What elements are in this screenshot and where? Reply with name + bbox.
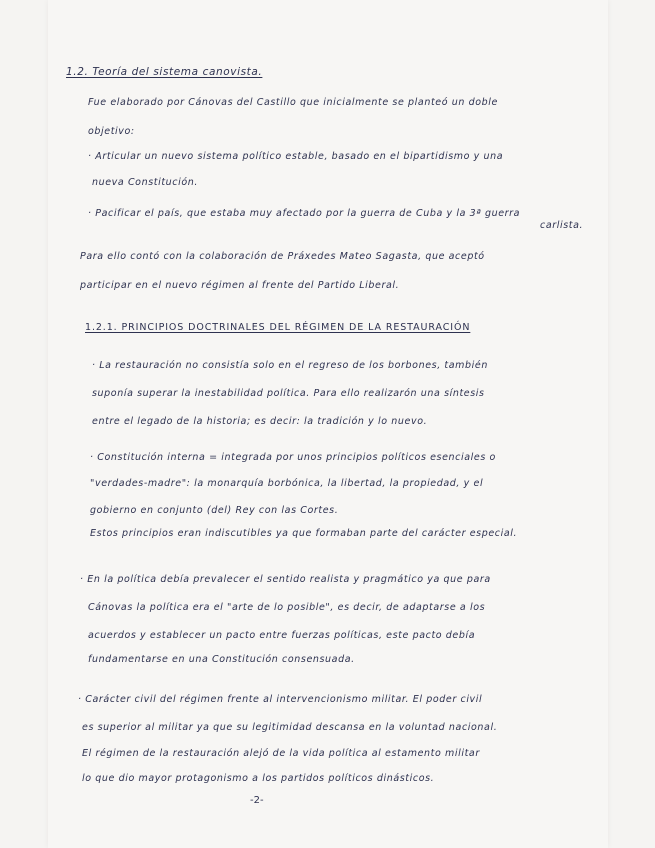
section-heading-text: 1.2. Teoría del sistema canovista. <box>66 66 263 78</box>
objective-line-2: nueva Constitución. <box>92 177 198 188</box>
principles-4-line-2: es superior al militar ya que su legitimidad descansa en la voluntad nacional. <box>82 722 498 733</box>
principles-3-line-3: acuerdos y establecer un pacto entre fuerzas políticas, este pacto debía <box>88 630 476 641</box>
principles-4-line-4: lo que dio mayor protagonismo a los partidos políticos dinásticos. <box>82 773 435 784</box>
principles-1-line-2: suponía superar la inestabilidad política. Para ello realizarón una síntesis <box>92 388 485 399</box>
principles-3-line-2: Cánovas la política era el "arte de lo posible", es decir, de adaptarse a los <box>88 602 486 613</box>
principles-2-line-3: gobierno en conjunto (del) Rey con las Cortes. <box>90 505 339 516</box>
principles-3-line-1: · En la política debía prevalecer el sentido realista y pragmático ya que para <box>80 574 491 585</box>
objective-line-4: carlista. <box>540 220 584 231</box>
principles-2-line-2: "verdades-madre": la monarquía borbónica, la libertad, la propiedad, y el <box>90 478 484 489</box>
subsection-heading <box>85 322 470 333</box>
paragraph-line-2: participar en el nuevo régimen al frente del Partido Liberal. <box>80 280 400 291</box>
subsection-heading-text: 1.2.1. PRINCIPIOS DOCTRINALES DEL RÉGIMEN DE LA RESTAURACIÓN <box>85 322 471 333</box>
principles-2-line-4: Estos principios eran indiscutibles ya que formaban parte del carácter especial. <box>90 528 518 539</box>
intro-line-2: objetivo: <box>88 126 135 137</box>
intro-line-1: Fue elaborado por Cánovas del Castillo que inicialmente se planteó un doble <box>88 97 498 108</box>
objective-line-3: · Pacificar el país, que estaba muy afectado por la guerra de Cuba y la 3ª guerra <box>88 208 521 219</box>
page-number: -2- <box>250 795 264 806</box>
principles-2-line-1: · Constitución interna = integrada por unos principios políticos esenciales o <box>90 452 496 463</box>
principles-3-line-4: fundamentarse en una Constitución consensuada. <box>88 654 355 665</box>
principles-4-line-1: · Carácter civil del régimen frente al intervencionismo militar. El poder civil <box>78 694 483 705</box>
principles-4-line-3: El régimen de la restauración alejó de la vida política al estamento militar <box>82 748 480 759</box>
principles-1-line-3: entre el legado de la historia; es decir: la tradición y lo nuevo. <box>92 416 428 427</box>
paragraph-line-1: Para ello contó con la colaboración de Práxedes Mateo Sagasta, que aceptó <box>80 251 485 262</box>
principles-1-line-1: · La restauración no consistía solo en el regreso de los borbones, también <box>92 360 488 371</box>
objective-line-1: · Articular un nuevo sistema político estable, basado en el bipartidismo y una <box>88 151 504 162</box>
section-heading <box>66 66 262 78</box>
